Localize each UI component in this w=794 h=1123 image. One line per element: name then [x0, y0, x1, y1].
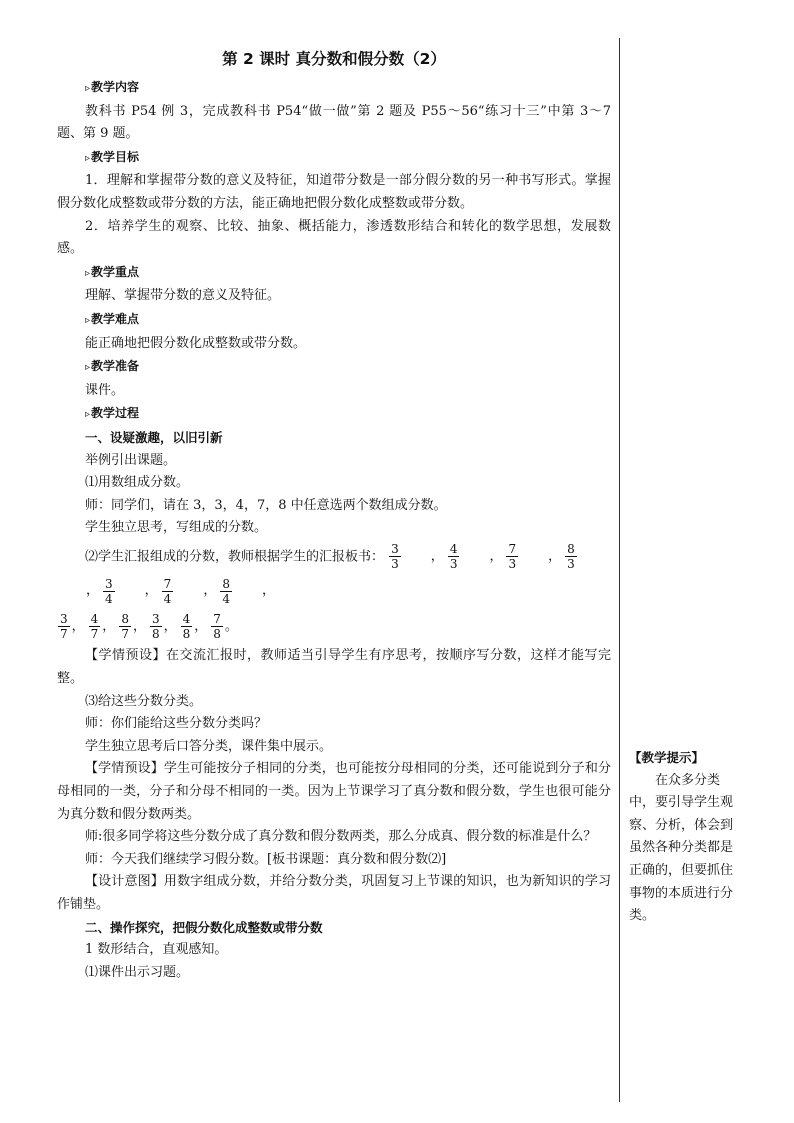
fraction-numerator: 8 — [121, 612, 129, 627]
teaching-tip-sidebar — [629, 747, 741, 928]
separator: ， — [163, 618, 177, 634]
part2-p1: 1 数形结合，直观感知。 — [85, 942, 228, 958]
part1-p7: ⑶给这些分数分类。 — [85, 693, 203, 709]
heading-difficulty: ▹ 教学难点 — [57, 308, 611, 333]
heading-key-point: ▹ 教学重点 — [57, 261, 611, 286]
fraction-denominator: 7 — [90, 627, 99, 642]
part2-title: 二、操作探究，把假分数化成整数或带分数 — [85, 919, 323, 935]
separator: ， — [102, 618, 116, 634]
part1-p6: 【学情预设】在交流汇报时，教师适当引导学生有序思考，按顺序写分数，这样才能写完整。 — [57, 648, 611, 686]
part1-p13: 【设计意图】用数字组成分数，并给分数分类，巩固复习上节课的知识，也为新知识的学习作铺垫。 — [57, 874, 611, 912]
fraction-line-1 — [57, 540, 611, 609]
separator: ， — [430, 548, 444, 564]
fraction-line-2 — [57, 609, 611, 646]
fraction-denominator: 8 — [213, 627, 221, 642]
separator: ， — [71, 618, 85, 634]
fraction-numerator: 8 — [222, 576, 230, 591]
fraction-denominator: 4 — [163, 591, 172, 606]
fraction-denominator: 7 — [121, 627, 129, 642]
fraction-denominator: 8 — [151, 627, 160, 642]
difficulty-text: 能正确地把假分数化成整数或带分数。 — [85, 335, 307, 351]
fraction-numerator: 7 — [163, 576, 172, 591]
separator: ， — [144, 583, 158, 599]
content-text: 教科书 P54 例 3，完成教科书 P54“做一做”第 2 题及 P55～56“练习十三”中第 3～7 题、第 9 题。 — [57, 103, 611, 142]
separator: ， — [86, 583, 100, 599]
fraction-denominator: 8 — [182, 627, 191, 642]
fraction-numerator: 7 — [508, 542, 517, 557]
fraction-denominator: 4 — [105, 591, 113, 606]
part1-p11: 师:很多同学将这些分数分成了真分数和假分数两类，那么分成真、假分数的标准是什么？ — [85, 829, 597, 845]
fraction-denominator: 4 — [222, 591, 230, 606]
fraction — [103, 577, 115, 606]
separator: ， — [203, 583, 217, 599]
part1-p4: 学生独立思考，写组成的分数。 — [85, 520, 268, 536]
part1-p5-lead: ⑵学生汇报组成的分数，教师根据学生的汇报板书： — [85, 549, 385, 565]
separator: ， — [548, 548, 562, 564]
part1-p1: 举例引出课题。 — [85, 452, 177, 468]
fraction-list-row2 — [57, 612, 241, 642]
key-point-text: 理解、掌握带分数的意义及特征。 — [85, 288, 281, 304]
heading-goals: ▹ 教学目标 — [57, 146, 611, 171]
fraction-denominator: 3 — [391, 557, 399, 572]
separator: ， — [194, 618, 208, 634]
fraction — [58, 612, 70, 641]
fraction — [89, 612, 101, 641]
fraction-denominator: 3 — [508, 557, 517, 572]
fraction — [448, 542, 460, 571]
part1-p2: ⑴用数组成分数。 — [85, 475, 190, 491]
fraction-numerator: 3 — [151, 612, 160, 627]
fraction-numerator: 4 — [449, 542, 458, 557]
fraction-numerator: 3 — [391, 542, 399, 557]
part1-p3: 师：同学们，请在 3，3，4，7，8 中任意选两个数组成分数。 — [85, 497, 447, 513]
part1-p10: 【学情预设】学生可能按分子相同的分类，也可能按分母相同的分类，还可能说到分子和分母相同的一类，分子和分母不相同的一类。因为上节课学习了真分数和假分数，学生也很可能分为真分数和假分数两类。 — [57, 761, 611, 822]
fraction-numerator: 8 — [567, 542, 575, 557]
goal-item-1: 1．理解和掌握带分数的意义及特征，知道带分数是一部分假分数的另一种书写形式。掌握假分数化成整数或带分数的方法，能正确地把假分数化成整数或带分数。 — [57, 173, 611, 211]
fraction-numerator: 4 — [90, 612, 99, 627]
fraction — [150, 612, 162, 641]
fraction — [565, 542, 577, 571]
fraction-denominator: 3 — [449, 557, 458, 572]
fraction-denominator: 7 — [60, 627, 68, 642]
end-mark: 。 — [224, 618, 238, 634]
part1-title: 一、设疑激趣，以旧引新 — [85, 429, 223, 445]
part1-p8: 师：你们能给这些分数分类吗？ — [85, 716, 268, 732]
part2-p2: ⑴课件出示习题。 — [85, 964, 190, 980]
sidebar-text: 在众多分类中，要引导学生观察、分析，体会到虽然各种分类都是正确的，但要抓住事物的本质进行分类。 — [629, 772, 734, 924]
fraction-numerator: 3 — [105, 576, 113, 591]
column-divider — [619, 38, 620, 1102]
preparation-text: 课件。 — [85, 382, 125, 398]
separator: ， — [132, 618, 146, 634]
heading-process: ▹ 教学过程 — [57, 402, 611, 427]
heading-preparation: ▹ 教学准备 — [57, 355, 611, 380]
fraction — [220, 577, 232, 606]
page-title: 第 2 课时 真分数和假分数（2） — [222, 50, 446, 68]
fraction-numerator: 7 — [213, 612, 221, 627]
fraction — [119, 612, 131, 641]
sidebar-title: 【教学提示】 — [629, 750, 705, 765]
fraction-numerator: 3 — [60, 612, 68, 627]
part1-p12: 师：今天我们继续学习假分数。[板书课题：真分数和假分数⑵] — [85, 851, 447, 867]
fraction-numerator: 4 — [182, 612, 191, 627]
separator: ， — [489, 548, 503, 564]
fraction — [211, 612, 223, 641]
heading-content: ▹ 教学内容 — [57, 76, 611, 101]
fraction — [389, 542, 401, 571]
goal-item-2: 2．培养学生的观察、比较、抽象、概括能力，渗透数形结合和转化的数学思想，发展数感。 — [57, 218, 611, 257]
fraction-denominator: 3 — [567, 557, 575, 572]
separator: ， — [261, 583, 275, 599]
fraction — [181, 612, 193, 641]
part1-p9: 学生独立思考后口答分类，课件集中展示。 — [85, 738, 333, 754]
lesson-plan-body — [57, 46, 611, 984]
fraction — [506, 542, 518, 571]
fraction — [162, 577, 174, 606]
